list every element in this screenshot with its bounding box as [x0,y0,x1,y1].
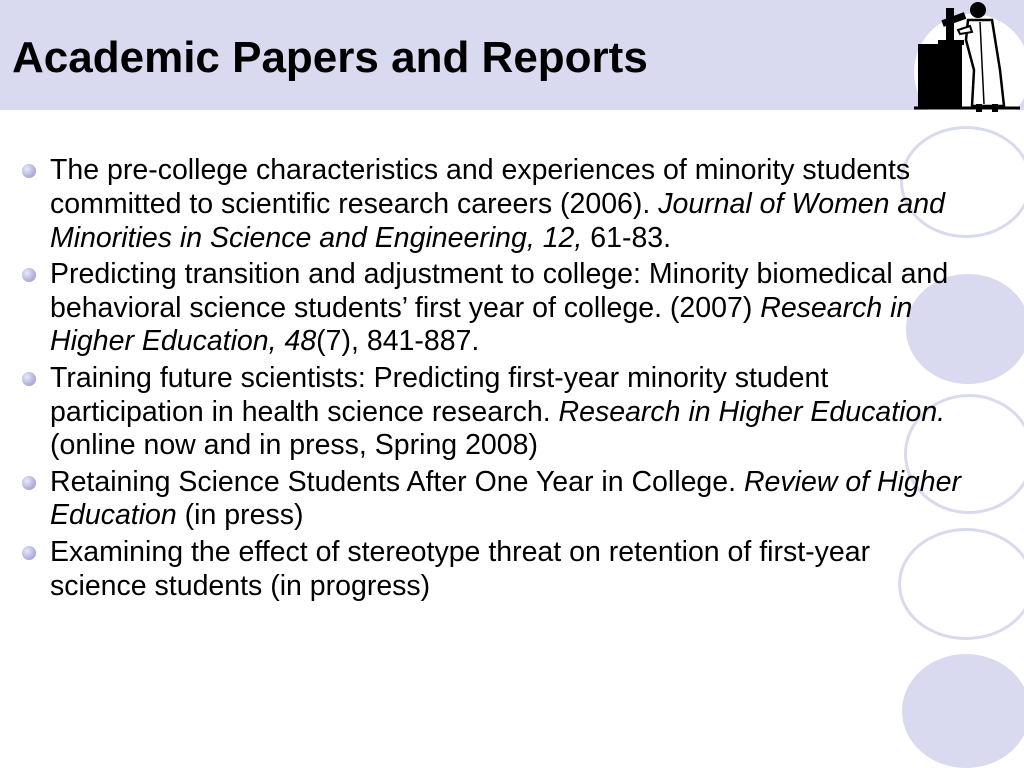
journal-title: Review of Higher Education [50,465,961,532]
journal-title: Research in Higher Education. [558,395,946,428]
reference-item [22,536,972,604]
journal-title: Journal of Women and Minorities in Science and Engineering, 12, [50,187,945,254]
reference-text: (online now and in press, Spring 2008) [50,429,538,462]
bullet-dot-icon [22,372,36,386]
decorative-circle-filled-2 [902,654,1024,768]
bullet-dot-icon [22,476,36,490]
reference-text: The pre-college characteristics and experiences of minority students committed to scientific research careers (2006). [50,154,911,220]
slide-title: Academic Papers and Reports [12,33,648,82]
scientist-at-microscope-icon [908,0,1024,112]
reference-list [22,154,972,606]
bullet-dot-icon [22,164,36,178]
journal-title: Research in Higher Education, 48 [50,291,913,358]
reference-text: (in press) [176,499,304,532]
reference-item [22,362,972,463]
bullet-dot-icon [22,546,36,560]
reference-text: 61-83. [582,221,672,254]
reference-text: Retaining Science Students After One Year in College. [50,465,744,498]
reference-text: (7), 841-887. [316,325,480,358]
reference-text: Training future scientists: Predicting first-year minority student participation in health science research. [50,361,829,428]
bullet-dot-icon [22,268,36,282]
reference-text: Predicting transition and adjustment to college: Minority biomedical and behavioral science students’ first year of college. (2007) [50,257,949,324]
reference-text: Examining the effect of stereotype threat on retention of first-year science students (in progress) [50,535,871,602]
reference-item [22,258,972,359]
reference-item [22,466,972,534]
reference-item [22,154,972,255]
